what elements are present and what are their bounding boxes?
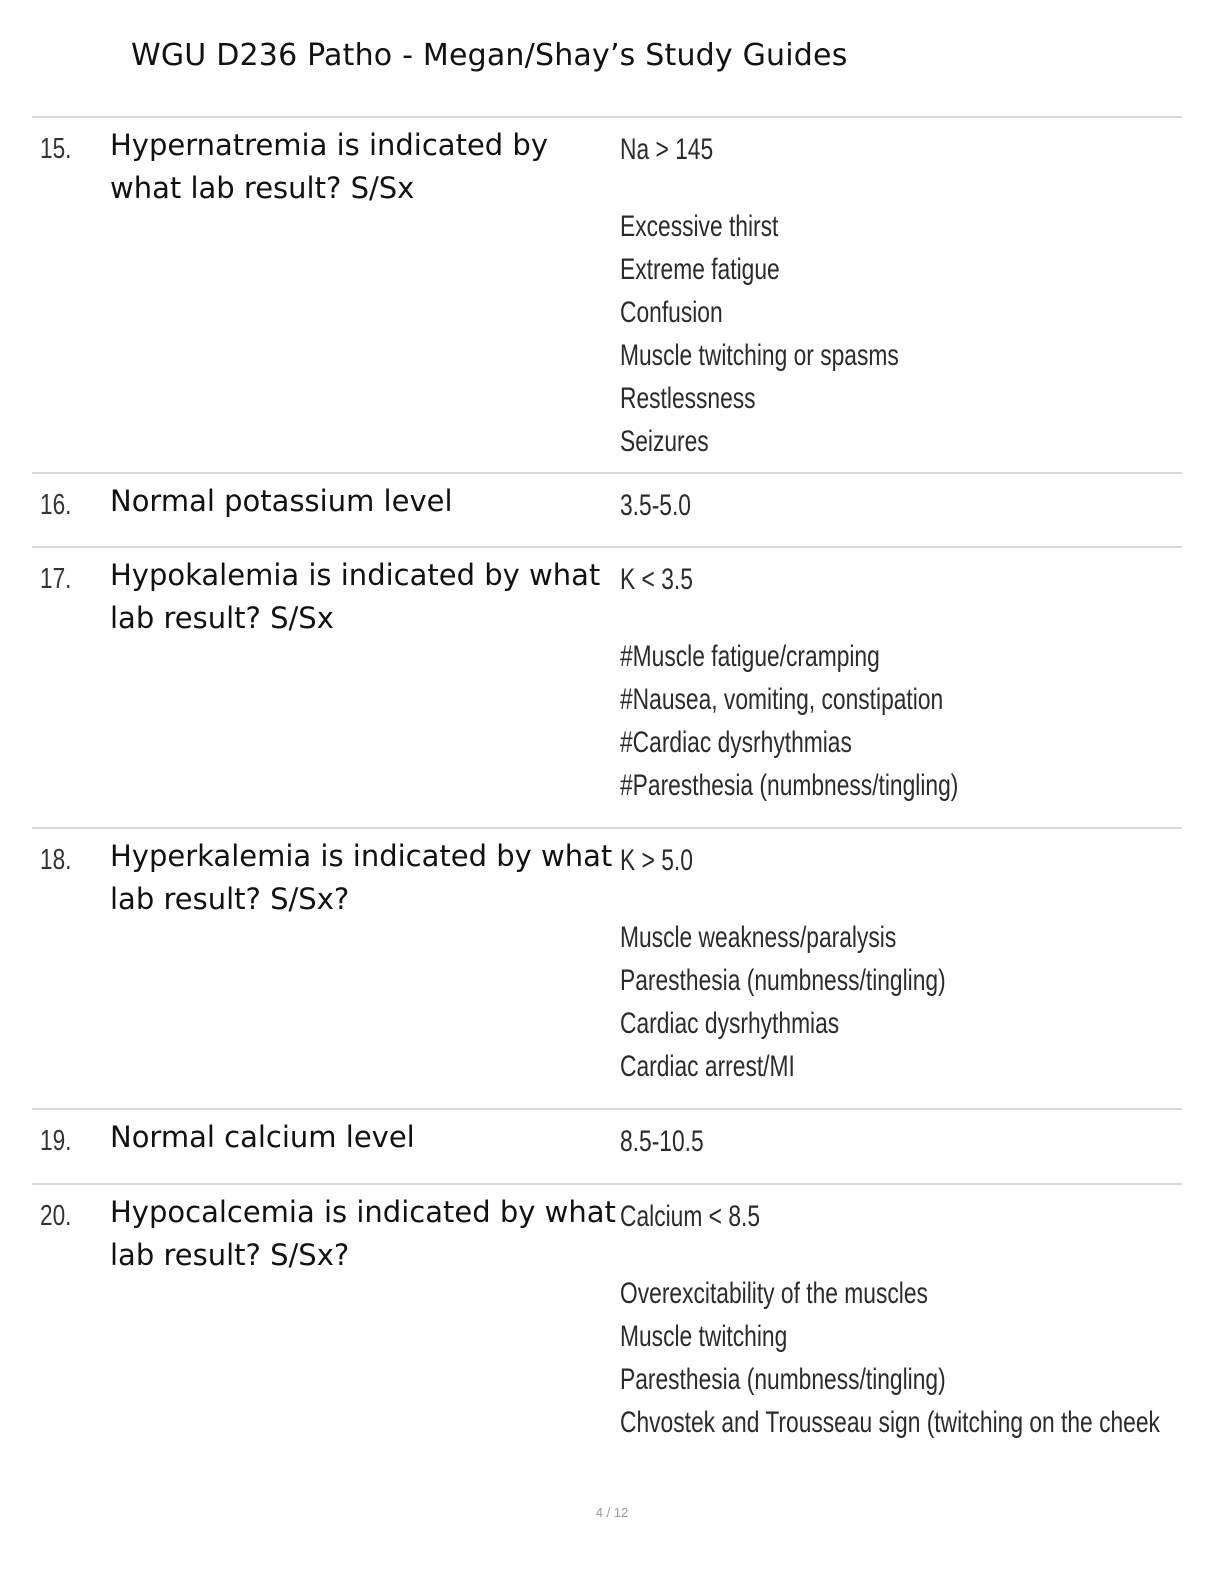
answer-symptom: Chvostek and Trousseau sign (twitching on the cheek [620,1406,1160,1439]
answer-symptom: Muscle twitching or spasms [620,339,899,372]
answer-symptom: Confusion [620,296,723,329]
document-title: WGU D236 Patho - Megan/Shay’s Study Guides [131,38,848,73]
answer-block [620,128,1180,463]
answer-lab-value: Na > 145 [620,133,714,166]
answer-block [620,484,1180,527]
answer-block [620,558,1180,807]
flashcard-row [32,548,1182,829]
answer-symptom: Muscle weakness/paralysis [620,921,897,954]
answer-symptom: Cardiac dysrhythmias [620,1007,840,1040]
answer-lab-value: K > 5.0 [620,844,693,877]
answer-symptom: Restlessness [620,382,756,415]
answer-symptom: Overexcitability of the muscles [620,1277,928,1310]
question-number: 16. [40,489,72,521]
question-text: Normal calcium level [110,1120,415,1154]
answer-symptom: Extreme fatigue [620,253,780,286]
question-number: 20. [40,1200,72,1232]
answer-symptom: Cardiac arrest/MI [620,1050,795,1083]
question-text: Hypernatremia is indicated by what lab result? S/Sx [110,128,548,205]
answer-lab-value: 8.5-10.5 [620,1125,704,1158]
answer-block [620,1195,1180,1444]
answer-symptom: Seizures [620,425,709,458]
question-number: 17. [40,563,72,595]
answer-symptom: #Nausea, vomiting, constipation [620,683,944,716]
question-number: 19. [40,1125,72,1157]
flashcard-row [32,829,1182,1110]
answer-symptom: Excessive thirst [620,210,779,243]
question-text: Hypocalcemia is indicated by what lab result? S/Sx? [110,1195,616,1272]
answer-block [620,839,1180,1088]
answer-lab-value: 3.5-5.0 [620,489,691,522]
answer-lab-value: K < 3.5 [620,563,693,596]
question-number: 15. [40,133,72,165]
answer-symptom: Paresthesia (numbness/tingling) [620,964,946,997]
page-indicator: 4 / 12 [595,1505,629,1520]
question-number: 18. [40,844,72,876]
question-text: Hyperkalemia is indicated by what lab result? S/Sx? [110,839,613,916]
flashcard-row [32,118,1182,474]
flashcard-row [32,1185,1182,1455]
answer-lab-value: Calcium < 8.5 [620,1200,761,1233]
answer-symptom: Paresthesia (numbness/tingling) [620,1363,946,1396]
question-text: Hypokalemia is indicated by what lab result? S/Sx [110,558,601,635]
answer-symptom: #Cardiac dysrhythmias [620,726,852,759]
flashcard-row [32,1110,1182,1185]
answer-symptom: Muscle twitching [620,1320,788,1353]
flashcard-list [32,116,1182,1455]
answer-symptom: #Paresthesia (numbness/tingling) [620,769,959,802]
answer-block [620,1120,1180,1163]
answer-symptom: #Muscle fatigue/cramping [620,640,880,673]
question-text: Normal potassium level [110,484,453,518]
flashcard-row [32,474,1182,548]
